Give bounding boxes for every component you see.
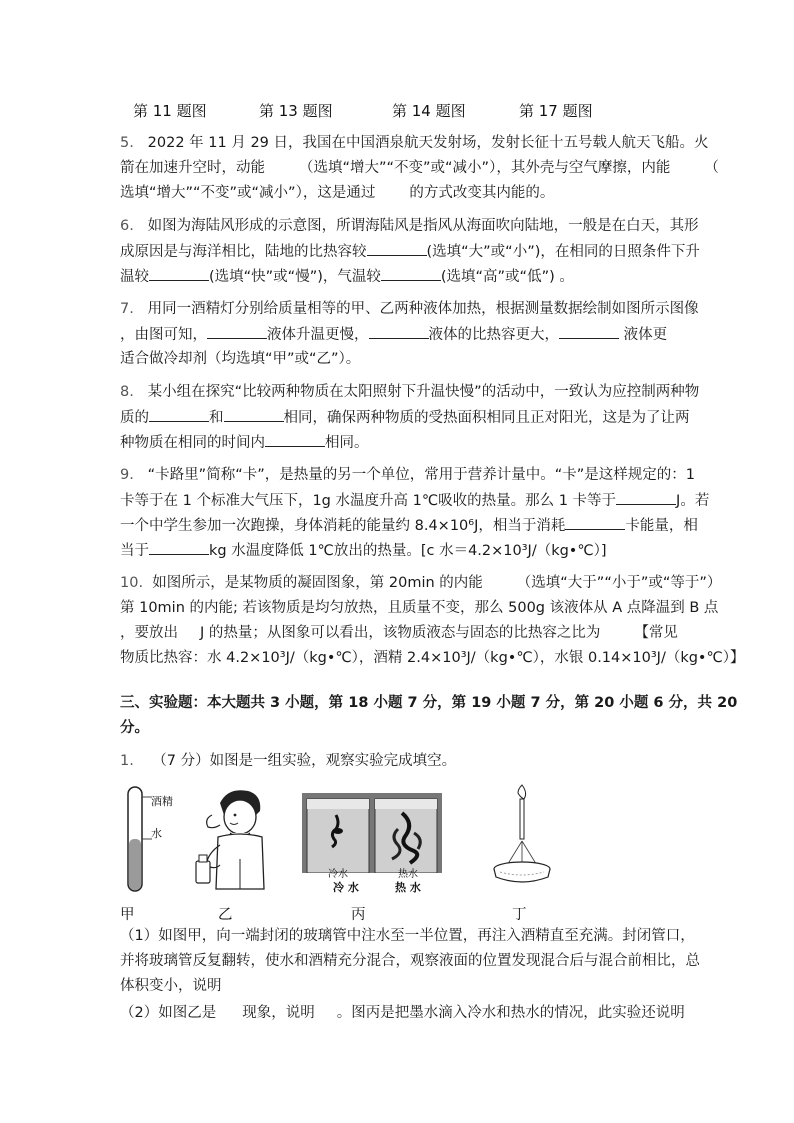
question-text: 第 10min 的内能; 若该物质是均匀放热，且质量不变，那么 500g 该液体从 A 点降温到 B 点	[120, 600, 719, 616]
figure-bing-ink-beakers	[302, 793, 442, 887]
question-8-line-3	[120, 432, 369, 453]
question-9-line-4	[120, 540, 607, 561]
question-text: 【常见	[634, 625, 678, 641]
answer-blank[interactable]	[149, 266, 209, 281]
question-text: J。若	[676, 493, 710, 509]
question-text: (选填“大”或“小”)，在相同的日照条件下升	[426, 244, 700, 260]
question-text: 液体更	[623, 327, 668, 343]
question-text: （7 分）如图是一组实验，观察实验完成填空。	[152, 753, 457, 769]
answer-blank[interactable]	[149, 407, 209, 422]
question-text: （	[704, 160, 719, 176]
part-2-line-1	[120, 1003, 685, 1023]
answer-blank[interactable]	[224, 407, 284, 422]
answer-blank[interactable]	[369, 324, 429, 339]
question-text: 卡等于在 1 个标准大气压下，1g 水温度升高 1℃吸收的热量。那么 1 卡等于	[120, 493, 617, 509]
section-heading-text: 三、实验题：本大题共 3 小题，第 18 小题 7 分，第 19 小题 7 分，第 20 小题 6 分，共 20	[120, 695, 738, 711]
question-6-line-3	[120, 266, 574, 287]
tube-label-water: 水	[151, 827, 162, 840]
experiment-question-1	[120, 751, 456, 771]
question-text: J 的热量；从图象可以看出，该物质液态与固态的比热容之比为	[200, 625, 601, 641]
question-text: 用同一酒精灯分别给质量相等的甲、乙两种液体加热，根据测量数据绘制如图所示图像	[147, 301, 699, 317]
beaker-label-cold: 冷水	[328, 869, 348, 880]
beaker-caption-cold: 冷 水	[333, 881, 359, 894]
question-text: 箭在加速升空时，动能	[120, 160, 265, 176]
question-text: 一个中学生参加一次跑操，身体消耗的能量约 8.4×10⁶J，相当于消耗	[120, 518, 566, 534]
question-text: 2022 年 11 月 29 日，我国在中国酒泉航天发射场，发射长征十五号载人航天飞船。火	[147, 135, 709, 151]
question-number: 8.	[120, 384, 134, 400]
question-5-line-3	[120, 183, 554, 203]
figure-label-ding: 丁	[512, 907, 527, 923]
question-number: 5.	[120, 135, 134, 151]
question-text: （1）如图甲，向一端封闭的玻璃管中注水至一半位置，再注入酒精直至充满。封闭管口，	[120, 928, 695, 944]
question-text: 并将玻璃管反复翻转，使水和酒精充分混合，观察液面的位置发现混合后与混合前相比，总	[120, 953, 700, 969]
question-text: 液体的比热容更大，	[428, 327, 559, 343]
question-10-line-2	[120, 598, 718, 618]
question-number: 7.	[120, 301, 134, 317]
part-1-line-3	[120, 976, 222, 996]
question-text: 体积变小，说明	[120, 978, 222, 994]
figure-label-bing: 丙	[351, 907, 366, 923]
beaker-caption-hot: 热 水	[395, 881, 421, 894]
question-text: 成原因是与海洋相比，陆地的比热容较	[120, 244, 367, 260]
figure-caption-13: 第 13 题图	[259, 102, 333, 120]
question-8-line-1	[120, 382, 699, 402]
part-1-line-1	[120, 926, 695, 946]
figure-label-yi: 乙	[218, 907, 233, 923]
question-text: 液体升温更慢，	[267, 327, 369, 343]
section-3-heading	[120, 693, 737, 713]
question-text: 某小组在探究“比较两种物质在太阳照射下升温快慢”的活动中，一致认为应控制两种物	[147, 384, 700, 400]
question-text: 质的	[120, 410, 149, 426]
question-text: 物质比热容：水 4.2×10³J/（kg•℃），酒精 2.4×10³J/（kg•℃），水银 0.14×10³J/（kg•℃）】	[120, 650, 745, 666]
question-text: 如图为海陆风形成的示意图，所谓海陆风是指风从海面吹向陆地，一般是在白天，其形	[147, 218, 699, 234]
question-text: 和	[209, 410, 224, 426]
question-10-line-1	[120, 573, 721, 593]
question-text: （选填“大于”“小于”或“等于”）	[516, 575, 722, 591]
beaker-label-hot: 热水	[398, 869, 418, 880]
answer-blank[interactable]	[207, 324, 267, 339]
question-7-line-2	[120, 324, 667, 345]
figure-caption-17: 第 17 题图	[519, 102, 593, 120]
question-9-line-2	[120, 490, 709, 511]
question-text: 如图所示，是某物质的凝固图象，第 20min 的内能	[152, 575, 483, 591]
figure-label-jia: 甲	[120, 907, 135, 923]
question-text: kg 水温度降低 1℃放出的热量。[c 水＝4.2×10³J/（kg•℃）]	[209, 543, 607, 559]
question-number: 6.	[120, 218, 134, 234]
question-8-line-2	[120, 407, 690, 428]
answer-blank[interactable]	[559, 324, 619, 339]
question-5-line-2	[120, 158, 719, 178]
answer-blank[interactable]	[265, 432, 325, 447]
question-text: 现象，说明	[242, 1005, 315, 1021]
question-text: 相同，确保两种物质的受热面积相同且正对阳光，这是为了让两	[283, 410, 690, 426]
figure-caption-14: 第 14 题图	[392, 102, 466, 120]
question-10-line-3	[120, 623, 678, 643]
question-text: ，要放出	[120, 625, 178, 641]
question-text: ，由图可知，	[120, 327, 207, 343]
question-text: (选填“快”或“慢”)，气温较	[209, 269, 381, 285]
question-text: 的方式改变其内能的。	[409, 185, 555, 201]
answer-blank[interactable]	[149, 540, 209, 555]
question-text: （2）如图乙是	[120, 1005, 217, 1021]
answer-blank[interactable]	[565, 515, 625, 530]
question-6-line-1	[120, 216, 699, 236]
question-9-line-1	[120, 465, 695, 485]
question-text: 选填“增大”“不变”或“减小”），这是通过	[120, 185, 376, 201]
question-7-line-3	[120, 349, 360, 369]
question-10-line-4	[120, 648, 745, 668]
figure-yi-person-smelling	[190, 785, 280, 895]
figure-caption-11: 第 11 题图	[133, 102, 207, 120]
question-5-line-1	[120, 133, 709, 153]
question-number: 1.	[120, 753, 134, 769]
tube-label-alcohol: 酒精	[151, 795, 173, 808]
section-3-heading-line-2	[120, 718, 149, 738]
answer-blank[interactable]	[616, 490, 676, 505]
figure-ding-candle-dish	[482, 783, 562, 893]
question-9-line-3	[120, 515, 698, 536]
answer-blank[interactable]	[381, 266, 441, 281]
question-number: 10.	[120, 575, 144, 591]
question-text: 。图丙是把墨水滴入冷水和热水的情况，此实验还说明	[336, 1005, 685, 1021]
question-text: （选填“增大”“不变”或“减小”），其外壳与空气摩擦，内能	[299, 160, 671, 176]
question-text: 适合做冷却剂（均选填“甲”或“乙”）。	[120, 351, 361, 367]
question-6-line-2	[120, 241, 700, 262]
question-text: “卡路里”简称“卡”，是热量的另一个单位，常用于营养计量中。“卡”是这样规定的：1	[147, 467, 695, 483]
question-text: 温较	[120, 269, 149, 285]
question-7-line-1	[120, 299, 699, 319]
answer-blank[interactable]	[367, 241, 427, 256]
question-text: (选填“高”或“低”) 。	[440, 269, 574, 285]
question-number: 9.	[120, 467, 134, 483]
question-text: 相同。	[325, 435, 369, 451]
part-1-line-2	[120, 951, 700, 971]
section-heading-text: 分。	[120, 720, 149, 736]
question-text: 当于	[120, 543, 149, 559]
question-text: 卡能量，相	[625, 518, 698, 534]
question-text: 种物质在相同的时间内	[120, 435, 265, 451]
